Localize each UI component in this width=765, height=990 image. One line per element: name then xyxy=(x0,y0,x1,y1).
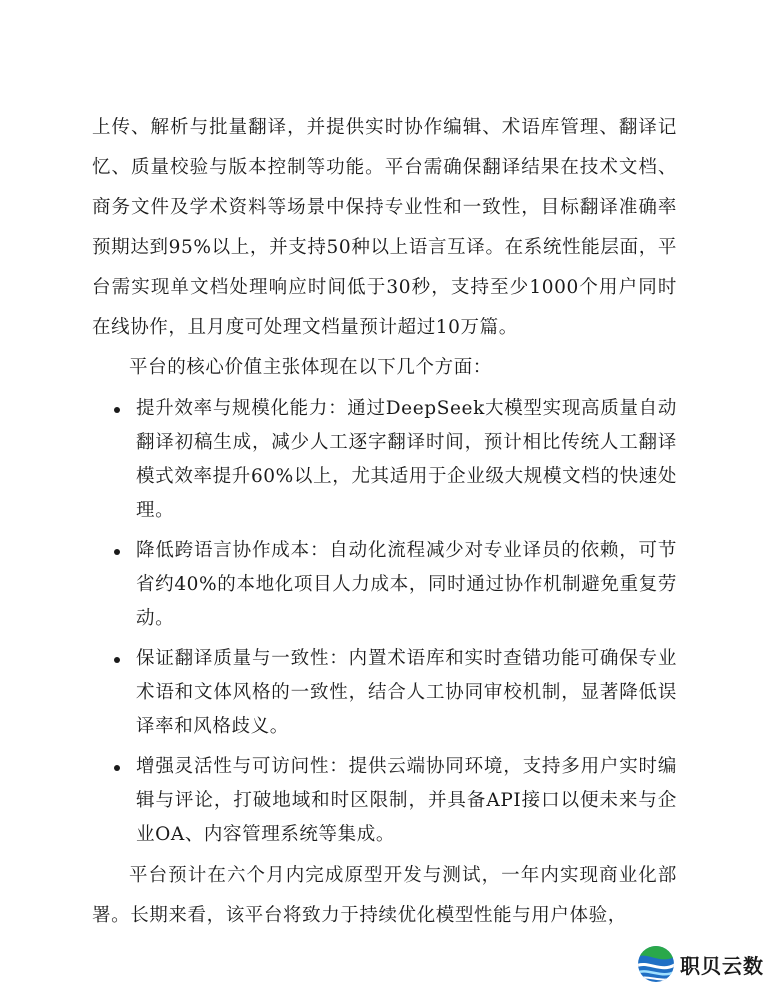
value-lead-paragraph: 平台的核心价值主张体现在以下几个方面： xyxy=(129,357,492,378)
bullet-text: 提升效率与规模化能力：通过DeepSeek大模型实现高质量自动翻译初稿生成，减少人工逐字翻译时间，预计相比传统人工翻译模式效率提升60%以上，尤其适用于企业级大规模文档的快速处理。 xyxy=(136,398,677,521)
value-bullet-list xyxy=(92,392,677,852)
bullet-item xyxy=(92,750,677,852)
bullet-dot-icon xyxy=(114,765,120,771)
bullet-dot-icon xyxy=(114,657,120,663)
watermark-text: 职贝云数 xyxy=(680,953,764,978)
intro-paragraph: 上传、解析与批量翻译，并提供实时协作编辑、术语库管理、翻译记忆、质量校验与版本控制等功能。平台需确保翻译结果在技术文档、商务文件及学术资料等场景中保持专业性和一致性，目标翻译准确率预期达到95%以上，并支持50种以上语言互译。在系统性能层面，平台需实现单文档处理响应时间低于30秒，支持至少1000个用户同时在线协作，且月度可处理文档量预计超过10万篇。 xyxy=(92,117,677,338)
bullet-dot-icon xyxy=(114,549,120,555)
bullet-item xyxy=(92,534,677,636)
bullet-text: 降低跨语言协作成本：自动化流程减少对专业译员的依赖，可节省约40%的本地化项目人力成本，同时通过协作机制避免重复劳动。 xyxy=(136,540,677,629)
bullet-text: 增强灵活性与可访问性：提供云端协同环境，支持多用户实时编辑与评论，打破地域和时区限制，并具备API接口以便未来与企业OA、内容管理系统等集成。 xyxy=(136,756,677,845)
bullet-item xyxy=(92,642,677,744)
bullet-item xyxy=(92,392,677,528)
closing-paragraph: 平台预计在六个月内完成原型开发与测试，一年内实现商业化部署。长期来看，该平台将致力于持续优化模型性能与用户体验， xyxy=(92,865,677,926)
wave-globe-logo-icon xyxy=(636,944,676,984)
brand-watermark xyxy=(636,942,764,986)
bullet-text: 保证翻译质量与一致性：内置术语库和实时查错功能可确保专业术语和文体风格的一致性，结合人工协同审校机制，显著降低误译率和风格歧义。 xyxy=(136,648,677,737)
bullet-dot-icon xyxy=(114,407,120,413)
document-page xyxy=(92,108,677,936)
